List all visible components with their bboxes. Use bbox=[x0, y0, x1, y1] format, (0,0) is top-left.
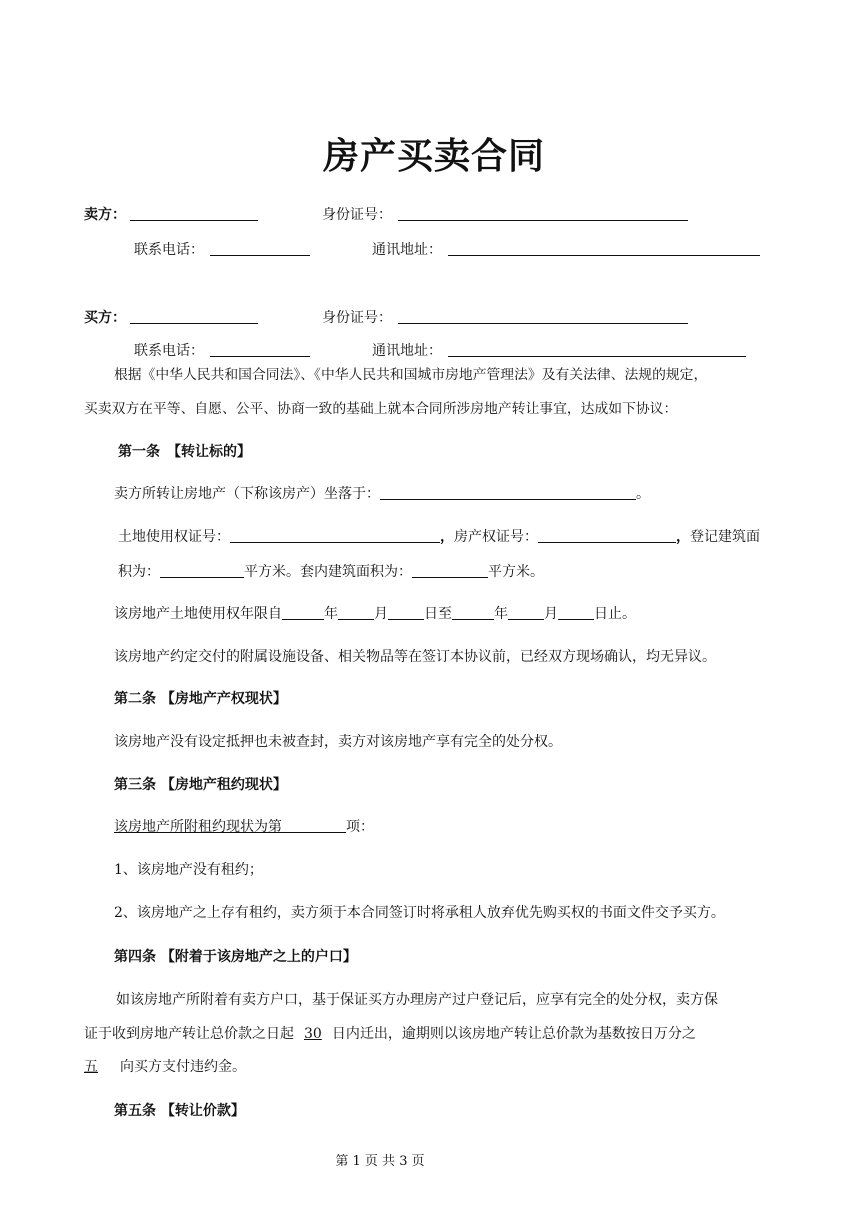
land-cert-blank[interactable] bbox=[230, 528, 440, 543]
comma-separator: ， bbox=[676, 529, 690, 545]
page-number-footer: 第 1 页 共 3 页 bbox=[335, 1154, 425, 1169]
area-label-2: 积为： bbox=[118, 564, 160, 580]
article-4-line-3-suffix: 向买方支付违约金。 bbox=[120, 1059, 246, 1075]
end-year-blank[interactable] bbox=[452, 605, 494, 620]
article-4-heading: 第四条 【附着于该房地产之上的户口】 bbox=[114, 949, 357, 965]
year-label: 年 bbox=[324, 606, 338, 622]
property-cert-blank[interactable] bbox=[538, 528, 676, 543]
buyer-id-blank[interactable] bbox=[398, 309, 688, 324]
buyer-address-blank[interactable] bbox=[448, 342, 746, 357]
rate-value: 五 bbox=[84, 1059, 98, 1075]
article-1-heading: 第一条 【转让标的】 bbox=[118, 444, 251, 460]
seller-address-label: 通讯地址： bbox=[372, 242, 442, 258]
comma-separator: ， bbox=[440, 529, 454, 545]
buyer-phone-blank[interactable] bbox=[210, 342, 310, 357]
location-prefix: 卖方所转让房地产（下称该房产）坐落于： bbox=[114, 486, 380, 502]
location-line bbox=[114, 485, 650, 503]
seller-phone-blank[interactable] bbox=[210, 241, 310, 256]
lease-suffix: 项： bbox=[346, 819, 374, 835]
article-4-line-2-prefix: 证于收到房地产转让总价款之日起 bbox=[84, 1026, 294, 1042]
seller-phone-label: 联系电话： bbox=[134, 242, 204, 258]
area-label: 登记建筑面 bbox=[690, 529, 760, 545]
start-day-blank[interactable] bbox=[388, 605, 424, 620]
article-3-heading: 第三条 【房地产租约现状】 bbox=[114, 777, 287, 793]
day-label: 日止。 bbox=[594, 606, 636, 622]
seller-id-label: 身份证号： bbox=[322, 207, 392, 223]
article-2-text: 该房地产没有设定抵押也未被查封，卖方对该房地产享有完全的处分权。 bbox=[114, 734, 562, 750]
term-line bbox=[114, 605, 636, 623]
article-4-line-1: 如该房地产所附着有卖方户口，基于保证买方办理房产过户登记后，应享有完全的处分权，卖方保 bbox=[116, 992, 718, 1008]
location-suffix: 。 bbox=[636, 486, 650, 502]
start-year-blank[interactable] bbox=[282, 605, 324, 620]
lease-prefix: 该房地产所附租约现状为第 bbox=[114, 819, 282, 835]
area-line bbox=[118, 563, 544, 581]
start-month-blank[interactable] bbox=[338, 605, 374, 620]
location-blank[interactable] bbox=[380, 485, 636, 500]
buyer-phone-label: 联系电话： bbox=[134, 343, 204, 359]
year-label: 年 bbox=[494, 606, 508, 622]
property-cert-label: 房产权证号： bbox=[454, 529, 538, 545]
term-prefix: 该房地产土地使用权年限自 bbox=[114, 606, 282, 622]
seller-label: 卖方： bbox=[84, 207, 126, 223]
end-month-blank[interactable] bbox=[508, 605, 544, 620]
buyer-name-blank[interactable] bbox=[130, 309, 258, 324]
sqm-text-1: 平方米。套内建筑面积为： bbox=[244, 564, 412, 580]
month-label: 月 bbox=[374, 606, 388, 622]
end-day-blank[interactable] bbox=[558, 605, 594, 620]
day-label: 日至 bbox=[424, 606, 452, 622]
land-cert-label: 土地使用权证号： bbox=[118, 529, 230, 545]
seller-address-blank[interactable] bbox=[448, 241, 760, 256]
intro-line-1: 根据《中华人民共和国合同法》、《中华人民共和国城市房地产管理法》及有关法律、法规的规定， bbox=[114, 367, 708, 383]
sqm-text-2: 平方米。 bbox=[488, 564, 544, 580]
intro-line-2: 买卖双方在平等、自愿、公平、协商一致的基础上就本合同所涉房地产转让事宜，达成如下协议： bbox=[84, 401, 678, 417]
article-4-line-2-suffix: 日内迁出，逾期则以该房地产转让总价款为基数按日万分之 bbox=[331, 1026, 696, 1042]
article-4-line-2 bbox=[84, 1025, 696, 1043]
lease-line bbox=[114, 818, 374, 836]
certificate-line bbox=[118, 528, 760, 546]
lease-item-1: 1、该房地产没有租约； bbox=[114, 862, 263, 878]
article-5-heading: 第五条 【转让价款】 bbox=[114, 1103, 245, 1119]
buyer-label: 买方： bbox=[84, 310, 126, 326]
buyer-address-label: 通讯地址： bbox=[372, 343, 442, 359]
lease-item-blank[interactable] bbox=[282, 818, 346, 833]
month-label: 月 bbox=[544, 606, 558, 622]
buyer-id-label: 身份证号： bbox=[322, 310, 392, 326]
building-area-blank[interactable] bbox=[160, 563, 244, 578]
article-4-line-3 bbox=[84, 1058, 246, 1076]
seller-id-blank[interactable] bbox=[398, 206, 688, 221]
lease-item-2: 2、该房地产之上存有租约，卖方须于本合同签订时将承租人放弃优先购买权的书面文件交予买方。 bbox=[114, 905, 725, 921]
facilities-text: 该房地产约定交付的附属设施设备、相关物品等在签订本协议前，已经双方现场确认，均无异议。 bbox=[114, 649, 716, 665]
seller-name-blank[interactable] bbox=[130, 206, 258, 221]
article-2-heading: 第二条 【房地产产权现状】 bbox=[114, 691, 287, 707]
page-title: 房产买卖合同 bbox=[322, 135, 545, 177]
days-value: 30 bbox=[304, 1026, 322, 1042]
inner-area-blank[interactable] bbox=[412, 563, 488, 578]
